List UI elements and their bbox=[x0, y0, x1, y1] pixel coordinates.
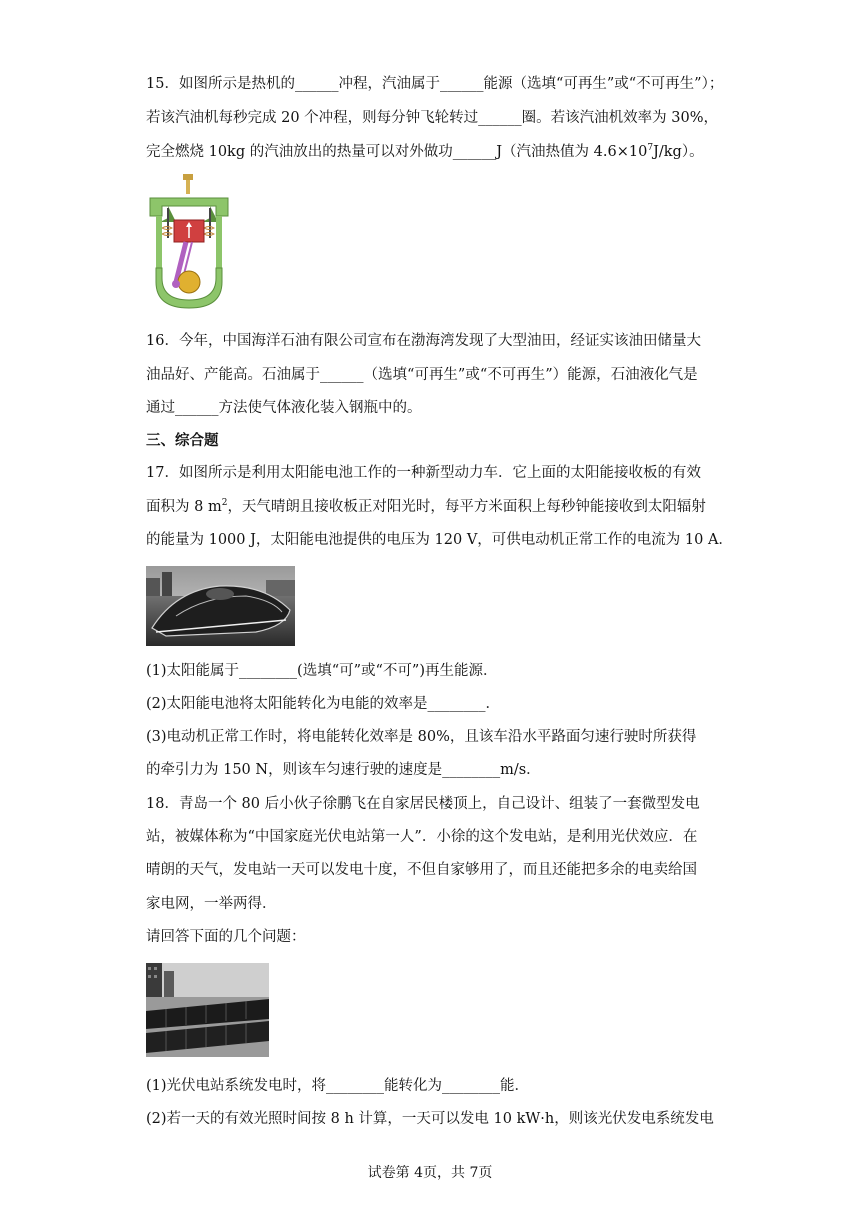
q17-sub-4: 的牵引力为 150 N，则该车匀速行驶的速度是________m/s． bbox=[146, 762, 541, 778]
solar-panel-array-photo-icon bbox=[146, 963, 269, 1057]
q18-sub-1: (1)光伏电站系统发电时，将________能转化为________能． bbox=[146, 1078, 530, 1094]
q18-line-3: 晴朗的天气，发电站一天可以发电十度，不但自家够用了，而且还能把多余的电卖给国 bbox=[146, 862, 697, 878]
q17-line-2 bbox=[146, 497, 706, 517]
q15-exponent: 7 bbox=[647, 143, 654, 154]
q15-line-3-unit: J/kg）。 bbox=[653, 144, 704, 160]
q18-line-5: 请回答下面的几个问题： bbox=[146, 929, 306, 945]
q15-line-2: 若该汽油机每秒完成 20 个冲程，则每分钟飞轮转过______圈。若该汽油机效率为 30%， bbox=[146, 110, 719, 126]
section-3-heading: 三、综合题 bbox=[146, 432, 219, 449]
q17-line-3: 的能量为 1000 J，太阳能电池提供的电压为 120 V，可供电动机正常工作的电流为 10 A． bbox=[146, 532, 733, 548]
q18-line-1: 18．青岛一个 80 后小伙子徐鹏飞在自家居民楼顶上，自己设计、组装了一套微型发电 bbox=[146, 796, 700, 812]
q15-line-3-text: 完全燃烧 10kg 的汽油放出的热量可以对外做功______J（汽油热值为 4.6×10 bbox=[146, 144, 648, 160]
q18-sub-2: (2)若一天的有效光照时间按 8 h 计算，一天可以发电 10 kW·h，则该光伏发电系统发电 bbox=[146, 1111, 714, 1127]
q16-line-2: 油品好、产能高。石油属于______（选填“可再生”或“不可再生”）能源，石油液化气是 bbox=[146, 367, 698, 383]
q16-line-3: 通过______方法使气体液化装入钢瓶中的。 bbox=[146, 400, 422, 416]
q16-line-1: 16．今年，中国海洋石油有限公司宣布在渤海湾发现了大型油田，经证实该油田储量大 bbox=[146, 333, 701, 349]
q17-sub-3: (3)电动机正常工作时，将电能转化效率是 80%，且该车沿水平路面匀速行驶时所获得 bbox=[146, 729, 697, 745]
q18-line-2: 站，被媒体称为“中国家庭光伏电站第一人”．小徐的这个发电站，是利用光伏效应．在 bbox=[146, 829, 698, 845]
q15-line-3 bbox=[146, 142, 704, 162]
q17-line-2-text: 面积为 8 m bbox=[146, 499, 222, 515]
solar-car-photo-icon bbox=[146, 566, 295, 646]
engine-cylinder-diagram-icon bbox=[146, 172, 232, 312]
q17-line-2-rest: ，天气晴朗且接收板正对阳光时，每平方米面积上每秒钟能接收到太阳辐射 bbox=[227, 499, 706, 515]
q17-exponent: 2 bbox=[221, 498, 228, 509]
q17-sub-1: (1)太阳能属于________(选填“可”或“不可”)再生能源． bbox=[146, 663, 498, 679]
page-footer: 试卷第 4页，共 7页 bbox=[367, 1165, 493, 1181]
q15-line-1: 15．如图所示是热机的______冲程，汽油属于______能源（选填“可再生”或“不可再生”）； bbox=[146, 76, 724, 92]
q17-sub-2: (2)太阳能电池将太阳能转化为电能的效率是________． bbox=[146, 696, 501, 712]
q17-line-1: 17．如图所示是利用太阳能电池工作的一种新型动力车．它上面的太阳能接收板的有效 bbox=[146, 465, 701, 481]
q18-line-4: 家电网，一举两得． bbox=[146, 896, 277, 912]
